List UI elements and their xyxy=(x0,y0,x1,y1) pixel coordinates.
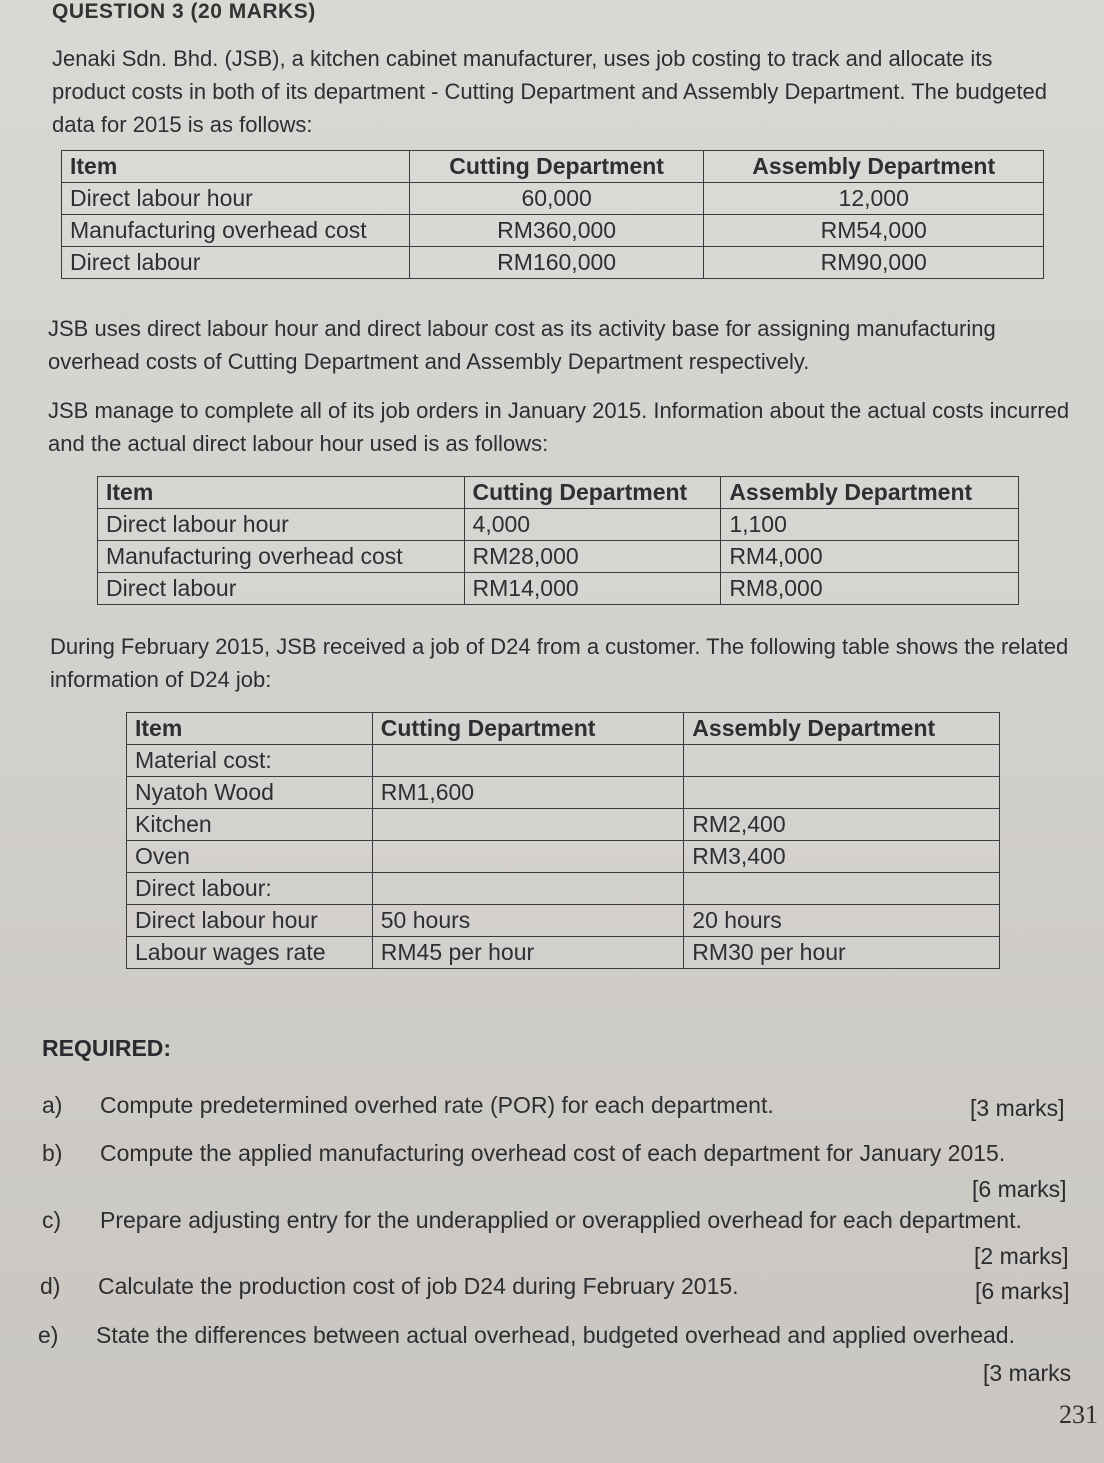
table-row xyxy=(127,905,1000,937)
cell-cutting: 60,000 xyxy=(409,183,704,215)
cell-assembly: RM90,000 xyxy=(704,247,1044,279)
question-b xyxy=(42,1140,1005,1167)
activity-base-paragraph xyxy=(48,312,1068,378)
cell-cutting xyxy=(372,873,684,905)
cell-cutting xyxy=(372,841,684,873)
table-row xyxy=(127,937,1000,969)
cell-assembly xyxy=(684,777,1000,809)
cell-assembly: RM54,000 xyxy=(704,215,1044,247)
question-label: e) xyxy=(38,1322,59,1348)
header-item: Item xyxy=(127,713,373,745)
job-d24-table xyxy=(126,712,1000,969)
budgeted-data-table xyxy=(61,150,1044,279)
cell-item: Direct labour xyxy=(98,573,465,605)
header-assembly: Assembly Department xyxy=(704,151,1044,183)
intro-text: Jenaki Sdn. Bhd. (JSB), a kitchen cabinet manufacturer, uses job costing to track and allocate its product costs in both of its department - Cutting Department and Assembly Department. The budgeted data for 2015 is as follows: xyxy=(52,46,1048,137)
table-row xyxy=(127,809,1000,841)
cell-cutting: RM45 per hour xyxy=(372,937,684,969)
cell-item: Material cost: xyxy=(127,745,373,777)
cell-assembly: RM8,000 xyxy=(721,573,1019,605)
cell-assembly: 20 hours xyxy=(684,905,1000,937)
question-text: State the differences between actual overhead, budgeted overhead and applied overhead. xyxy=(96,1322,1015,1348)
cell-cutting: RM1,600 xyxy=(372,777,684,809)
cell-assembly: RM2,400 xyxy=(684,809,1000,841)
cell-assembly: 1,100 xyxy=(721,509,1019,541)
header-assembly: Assembly Department xyxy=(721,477,1019,509)
table-row xyxy=(127,777,1000,809)
job-d24-paragraph xyxy=(50,630,1080,696)
question-text: Compute the applied manufacturing overhead cost of each department for January 2015. xyxy=(100,1140,1006,1166)
cell-item: Kitchen xyxy=(127,809,373,841)
marks-a: [3 marks] xyxy=(970,1095,1065,1121)
intro-paragraph xyxy=(52,42,1052,141)
table-row xyxy=(62,183,1044,215)
header-cutting: Cutting Department xyxy=(409,151,704,183)
header-assembly: Assembly Department xyxy=(684,713,1000,745)
cell-item: Direct labour xyxy=(62,247,410,279)
table-header-row xyxy=(98,477,1019,509)
marks-e: [3 marks xyxy=(983,1360,1072,1386)
cell-assembly xyxy=(684,873,1000,905)
question-c xyxy=(42,1207,1022,1234)
cell-item: Manufacturing overhead cost xyxy=(62,215,410,247)
actual-data-table xyxy=(97,476,1019,605)
question-d xyxy=(40,1273,739,1300)
table-row xyxy=(127,841,1000,873)
table-row xyxy=(127,873,1000,905)
page-number: 231 xyxy=(1059,1400,1098,1429)
question-label: b) xyxy=(42,1140,63,1166)
question-text: Prepare adjusting entry for the underapplied or overapplied overhead for each department. xyxy=(100,1207,1022,1233)
cell-cutting: RM360,000 xyxy=(409,215,704,247)
actual-costs-paragraph xyxy=(48,394,1073,460)
question-a xyxy=(42,1092,774,1119)
cell-item: Direct labour: xyxy=(127,873,373,905)
job-d24-text: During February 2015, JSB received a job of D24 from a customer. The following table shows the related information of D24 job: xyxy=(50,634,1069,692)
marks-b: [6 marks] xyxy=(972,1176,1067,1202)
cell-cutting: 4,000 xyxy=(464,509,721,541)
cell-item: Labour wages rate xyxy=(127,937,373,969)
table-row xyxy=(98,509,1019,541)
cell-assembly: 12,000 xyxy=(704,183,1044,215)
cell-item: Oven xyxy=(127,841,373,873)
header-item: Item xyxy=(62,151,410,183)
cell-assembly: RM3,400 xyxy=(684,841,1000,873)
actual-costs-text: JSB manage to complete all of its job orders in January 2015. Information about the actual costs incurred and the actual direct labour hour used is as follows: xyxy=(48,398,1070,456)
cell-cutting: RM160,000 xyxy=(409,247,704,279)
cell-cutting: RM28,000 xyxy=(464,541,721,573)
cell-assembly xyxy=(684,745,1000,777)
question-e xyxy=(38,1322,1015,1349)
required-heading: REQUIRED: xyxy=(42,1035,172,1061)
header-cutting: Cutting Department xyxy=(464,477,721,509)
activity-base-text: JSB uses direct labour hour and direct labour cost as its activity base for assigning manufacturing overhead costs of Cutting Department and Assembly Department respectively. xyxy=(48,316,996,374)
cell-assembly: RM30 per hour xyxy=(684,937,1000,969)
question-text: Calculate the production cost of job D24 during February 2015. xyxy=(98,1273,739,1299)
table-header-row xyxy=(62,151,1044,183)
cell-item: Direct labour hour xyxy=(62,183,410,215)
table-row xyxy=(127,745,1000,777)
cell-cutting xyxy=(372,809,684,841)
cell-item: Nyatoh Wood xyxy=(127,777,373,809)
cell-item: Direct labour hour xyxy=(127,905,373,937)
cell-item: Direct labour hour xyxy=(98,509,465,541)
question-heading: QUESTION 3 (20 MARKS) xyxy=(52,0,316,23)
question-label: d) xyxy=(40,1273,61,1299)
table-row xyxy=(62,215,1044,247)
cell-cutting: 50 hours xyxy=(372,905,684,937)
question-label: a) xyxy=(42,1092,63,1118)
table-header-row xyxy=(127,713,1000,745)
marks-d: [6 marks] xyxy=(975,1278,1070,1304)
header-item: Item xyxy=(98,477,465,509)
table-row xyxy=(98,573,1019,605)
question-label: c) xyxy=(42,1207,62,1233)
cell-cutting xyxy=(372,745,684,777)
question-text: Compute predetermined overhed rate (POR) for each department. xyxy=(100,1092,774,1118)
header-cutting: Cutting Department xyxy=(372,713,684,745)
table-row xyxy=(62,247,1044,279)
table-row xyxy=(98,541,1019,573)
cell-cutting: RM14,000 xyxy=(464,573,721,605)
marks-c: [2 marks] xyxy=(974,1243,1069,1269)
cell-item: Manufacturing overhead cost xyxy=(98,541,465,573)
cell-assembly: RM4,000 xyxy=(721,541,1019,573)
